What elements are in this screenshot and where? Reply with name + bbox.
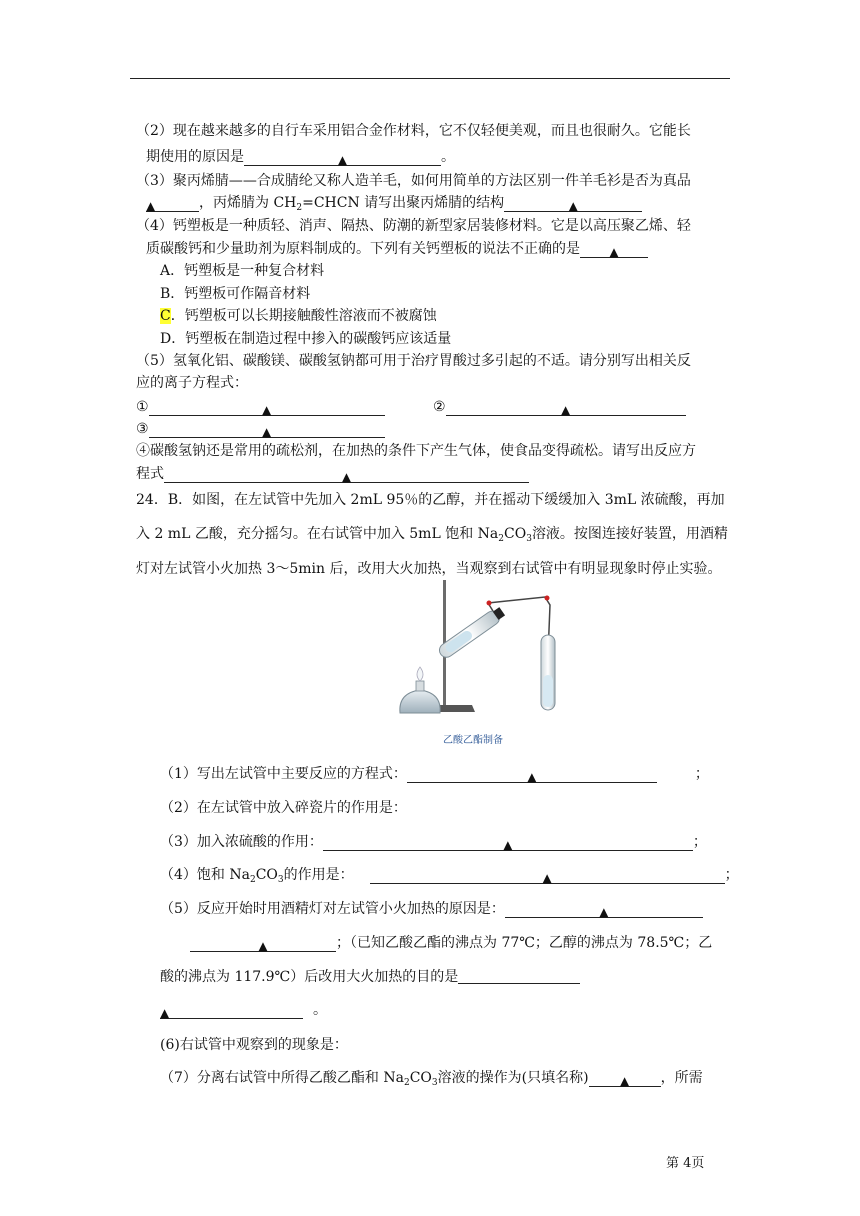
s5-line2: ▲ ；（已知乙酸乙酯的沸点为 77℃；乙醇的沸点为 78.5℃；乙 [190, 934, 712, 952]
q4-option-c: C．钙塑板可以长期接触酸性溶液而不被腐蚀 [160, 308, 437, 324]
s1-line: （1）写出左试管中主要反应的方程式： ▲ ； [160, 766, 709, 784]
s5-line1: （5）反应开始时用酒精灯对左试管小火加热的原因是： ▲ [160, 900, 703, 918]
header-rule [130, 78, 730, 79]
answer-blank[interactable] [370, 869, 725, 884]
answer-blank[interactable] [407, 768, 657, 783]
q4-option-d: D．钙塑板在制造过程中掺入的碳酸钙应该适量 [160, 331, 452, 347]
triangle-icon: ▲ [146, 199, 156, 213]
q5-line5: 程式 ▲ [136, 465, 529, 483]
answer-blank[interactable] [589, 1072, 661, 1087]
q4-line1: （4）钙塑板是一种质轻、消声、隔热、防潮的新型家居装修材料。它是以高压聚乙烯、轻 [136, 218, 691, 234]
answer-blank[interactable] [149, 423, 385, 438]
s2-line: （2）在左试管中放入碎瓷片的作用是： [160, 800, 407, 816]
triangle-icon: ▲ [261, 403, 272, 417]
right-test-tube [541, 635, 555, 710]
ethyl-acetate-apparatus-diagram [380, 575, 580, 725]
q24-line3: 灯对左试管小火加热 3～5min 后，改用大火加热，当观察到右试管中有明显现象时停止实验。 [136, 561, 722, 577]
q5-eq1: ① ▲ [136, 398, 385, 416]
q4-option-a: A．钙塑板是一种复合材料 [160, 263, 325, 279]
q5-eq2: ② ▲ [433, 398, 686, 416]
answer-blank[interactable] [149, 401, 385, 416]
answer-blank[interactable] [160, 1004, 303, 1019]
triangle-icon: ▲ [261, 425, 272, 439]
triangle-icon: ▲ [527, 770, 537, 784]
q5-eq3: ③ ▲ [136, 420, 385, 438]
answer-blank[interactable] [323, 836, 693, 851]
q5-line2: 应的离子方程式： [136, 375, 248, 391]
triangle-icon: ▲ [160, 1006, 170, 1020]
q24-line1: 24．B．如图，在左试管中先加入 2mL 95％的乙醇，并在摇动下缓缓加入 3mL 浓硫酸，再加 [136, 492, 725, 508]
q5-line1: （5）氢氧化铝、碳酸镁、碳酸氢钠都可用于治疗胃酸过多引起的不适。请分别写出相关反 [136, 353, 691, 369]
s3-line: （3）加入浓硫酸的作用： ▲ ； [160, 834, 707, 852]
triangle-icon: ▲ [568, 199, 578, 213]
q2-line2: 期使用的原因是 ▲ 。 [146, 149, 455, 167]
page-number: 第 4页 [666, 1156, 705, 1171]
answer-blank[interactable] [504, 197, 642, 212]
q24-line2: 入 2 mL 乙酸，充分摇匀。在右试管中加入 5mL 饱和 $Na_2CO_3$溶液。按图连接好装置，用酒精 [136, 526, 728, 544]
s5-line4: ▲ 。 [160, 1002, 327, 1020]
triangle-icon: ▲ [341, 470, 352, 484]
triangle-icon: ▲ [609, 245, 619, 259]
s4-line: （4）饱和 $Na_2CO_3$的作用是： ▲ ； [160, 867, 739, 885]
triangle-icon: ▲ [258, 939, 268, 953]
triangle-icon: ▲ [542, 871, 552, 885]
triangle-icon: ▲ [337, 153, 348, 167]
s7-line: （7）分离右试管中所得乙酸乙酯和 $Na_2CO_3$溶液的操作为(只填名称) ▲ ，所需 [160, 1070, 703, 1088]
answer-blank[interactable] [190, 937, 336, 952]
q4-line2: 质碳酸钙和少量助剂为原料制成的。下列有关钙塑板的说法不正确的是 ▲ [146, 240, 648, 258]
answer-blank[interactable] [146, 197, 199, 212]
answer-blank[interactable] [580, 243, 648, 258]
triangle-icon: ▲ [560, 403, 571, 417]
answer-blank[interactable] [244, 151, 441, 166]
answer-blank[interactable] [458, 969, 580, 984]
triangle-icon: ▲ [599, 905, 609, 919]
answer-blank[interactable] [446, 401, 686, 416]
s5-line3: 酸的沸点为 117.9℃）后改用大火加热的目的是 [160, 968, 580, 986]
triangle-icon: ▲ [503, 838, 513, 852]
q3-line2: ▲ ，丙烯腈为 $CH_2=CHCN$ 请写出聚丙烯腈的结构 ▲ [146, 194, 642, 217]
answer-blank[interactable] [505, 903, 703, 918]
q4-option-b: B．钙塑板可作隔音材料 [160, 286, 311, 302]
q5-line4: ④碳酸氢钠还是常用的疏松剂，在加热的条件下产生气体，使食品变得疏松。请写出反应方 [136, 443, 696, 459]
alcohol-lamp [400, 667, 440, 713]
s6-line: (6)右试管中观察到的现象是： [160, 1037, 348, 1053]
answer-blank[interactable] [164, 468, 529, 483]
left-test-tube [437, 606, 506, 660]
q3-line1: （3）聚丙烯腈——合成腈纶又称人造羊毛，如何用简单的方法区别一件羊毛衫是否为真品 [136, 173, 691, 189]
triangle-icon: ▲ [619, 1074, 630, 1088]
q2-line1: （2）现在越来越多的自行车采用铝合金作材料，它不仅轻便美观，而且也很耐久。它能长 [136, 123, 691, 139]
highlighted-answer: C [160, 308, 171, 324]
diagram-caption: 乙酸乙酯制备 [443, 735, 503, 746]
